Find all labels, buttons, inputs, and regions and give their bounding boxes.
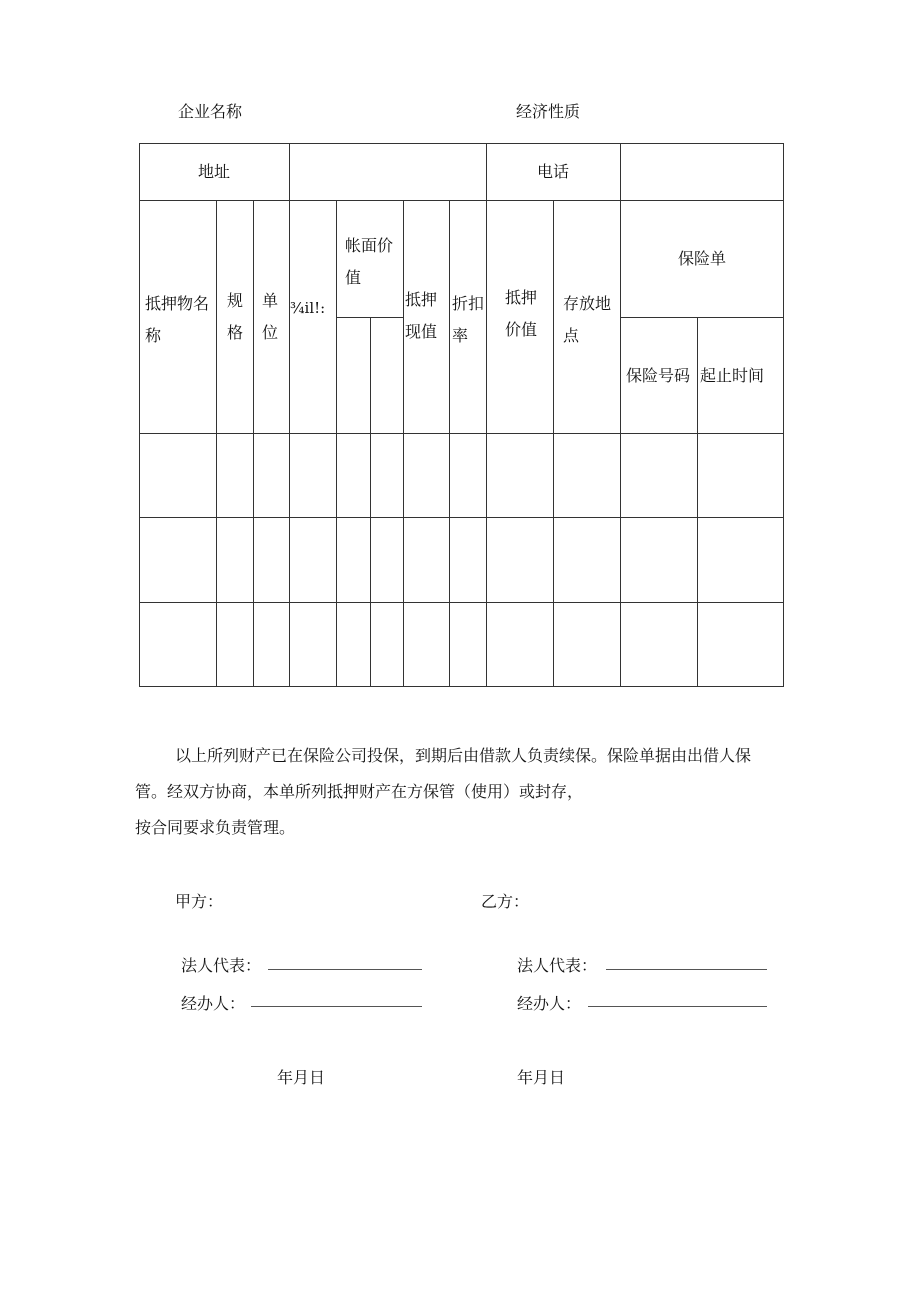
statement-line-1: 以上所列财产已在保险公司投保，到期后由借款人负责续保。保险单据由出借人保: [175, 746, 752, 765]
party-a-handler-signature-line[interactable]: [251, 1006, 422, 1007]
col-mortgage-value: 抵押 价值: [505, 288, 538, 339]
col-insurance-policy: 保险单: [678, 249, 727, 268]
col-current-value: 抵押 现值: [405, 290, 438, 341]
party-b-handler-signature-line[interactable]: [588, 1006, 767, 1007]
party-a-handler-label: 经办人：: [181, 994, 246, 1013]
col-discount-rate: 折扣 率: [452, 294, 485, 345]
col-specification: 规 格: [227, 291, 244, 342]
party-a-rep-label: 法人代表：: [181, 956, 262, 975]
party-a-date: 年月日: [277, 1068, 326, 1087]
col-garbled-quantity: ¾il!:: [290, 299, 326, 317]
col-book-value: 帐面价 值: [345, 236, 394, 287]
table-border: [140, 144, 784, 687]
address-label: 地址: [198, 162, 231, 181]
col-collateral-name: 抵押物名 称: [145, 294, 210, 345]
party-b-rep-label: 法人代表：: [517, 956, 598, 975]
statement-line-3: 按合同要求负责管理。: [135, 818, 296, 837]
party-b-rep-signature-line[interactable]: [606, 969, 767, 970]
col-unit: 单 位: [262, 291, 279, 342]
phone-label: 电话: [537, 162, 570, 181]
col-start-end-time: 起止时间: [700, 366, 765, 385]
party-a-rep-signature-line[interactable]: [268, 969, 422, 970]
statement-line-2: 管。经双方协商，本单所列抵押财产在方保管（使用）或封存，: [135, 782, 584, 801]
economic-nature-label: 经济性质: [516, 102, 581, 121]
party-a-label: 甲方：: [175, 892, 224, 911]
party-b-date: 年月日: [517, 1068, 566, 1087]
col-policy-number: 保险号码: [626, 366, 691, 385]
party-b-label: 乙方：: [481, 892, 530, 911]
col-storage-location: 存放地 点: [563, 294, 612, 345]
company-name-label: 企业名称: [178, 102, 243, 121]
party-b-handler-label: 经办人：: [517, 994, 582, 1013]
